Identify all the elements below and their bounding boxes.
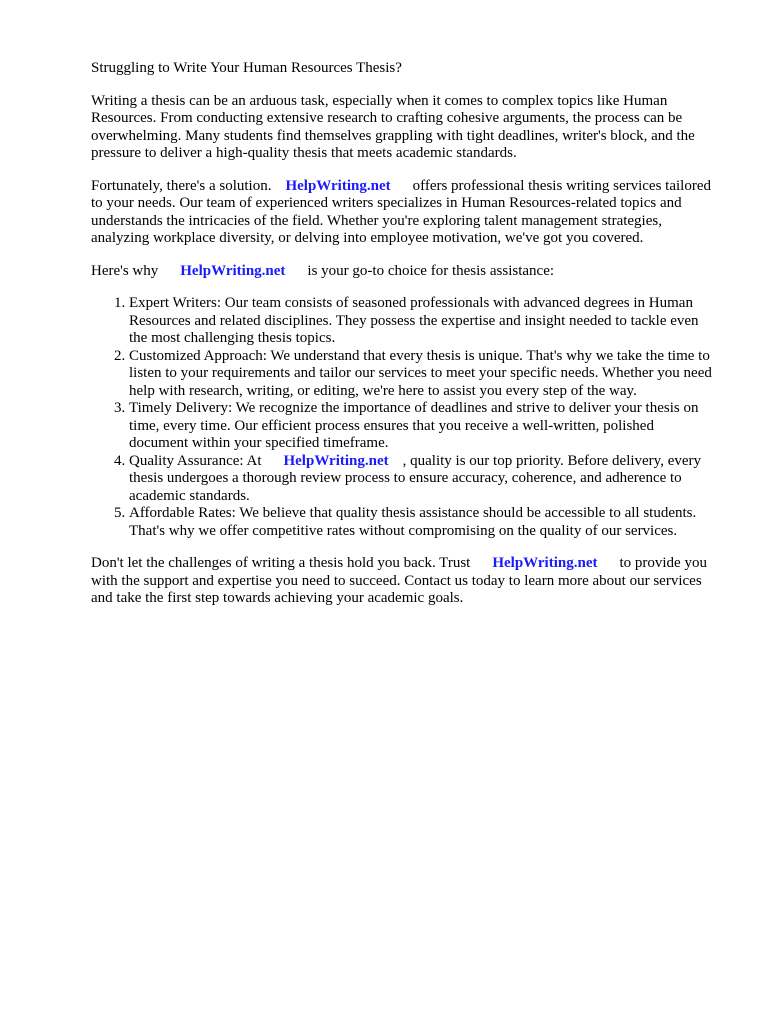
solution-text-before: Fortunately, there's a solution. bbox=[91, 177, 272, 194]
why-paragraph bbox=[91, 263, 716, 281]
helpwriting-link[interactable]: HelpWriting.net bbox=[285, 177, 391, 194]
helpwriting-link[interactable]: HelpWriting.net bbox=[492, 555, 598, 571]
list-item bbox=[129, 295, 716, 348]
closing-paragraph bbox=[91, 555, 716, 608]
list-item-text-before: Quality Assurance: At bbox=[129, 452, 262, 469]
reasons-list bbox=[91, 295, 716, 540]
list-item bbox=[129, 400, 716, 453]
document-title: Struggling to Write Your Human Resources Thesis? bbox=[91, 60, 402, 76]
intro-paragraph: Writing a thesis can be an arduous task, especially when it comes to complex topics like Human Resources. From conducting extensive research to crafting cohesive arguments, the process can be overwhelming. Many students find themselves grappling with tight deadlines, writer's block, and the pressure to deliver a high-quality thesis that meets academic standards. bbox=[91, 92, 695, 161]
list-item-text: Expert Writers: Our team consists of seasoned professionals with advanced degrees in Human Resources and related disciplines. They possess the expertise and insight needed to tackle even the most challenging thesis topics. bbox=[129, 295, 699, 346]
solution-paragraph bbox=[91, 178, 716, 248]
helpwriting-link[interactable]: HelpWriting.net bbox=[180, 262, 286, 279]
list-item-text: Customized Approach: We understand that every thesis is unique. That's why we take the time to listen to your requirements and tailor our services to meet your specific needs. Whether you need help with research, writing, or editing, we're here to assist you every step of the way. bbox=[129, 347, 712, 399]
helpwriting-link[interactable]: HelpWriting.net bbox=[283, 452, 389, 469]
list-item-text: Timely Delivery: We recognize the importance of deadlines and strive to deliver your thesis on time, every time. Our efficient process ensures that you receive a well-written, polished document within your specified timeframe. bbox=[129, 400, 699, 451]
list-item bbox=[129, 453, 716, 506]
closing-text-before: Don't let the challenges of writing a thesis hold you back. Trust bbox=[91, 555, 471, 571]
list-item bbox=[129, 348, 716, 401]
list-item-text-after: , quality is our top priority. Before delivery, every thesis undergoes a thorough review process to ensure accuracy, coherence, and adherence to academic standards. bbox=[129, 452, 702, 504]
list-item-text: Affordable Rates: We believe that quality thesis assistance should be accessible to all students. That's why we offer competitive rates without compromising on the quality of our services. bbox=[129, 505, 697, 539]
solution-text-after: offers professional thesis writing services tailored to your needs. Our team of experienced writers specializes in Human Resources-related topics and understands the intricacies of the field. Whether you're exploring talent management strategies, analyzing workplace diversity, or delving into employee motivation, we've got you covered. bbox=[91, 177, 711, 246]
closing-text-after: to provide you with the support and expertise you need to succeed. Contact us today to learn more about our services and take the first step towards achieving your academic goals. bbox=[91, 555, 707, 606]
list-item bbox=[129, 505, 716, 540]
why-text-before: Here's why bbox=[91, 262, 159, 279]
why-text-after: is your go-to choice for thesis assistance: bbox=[307, 262, 555, 279]
